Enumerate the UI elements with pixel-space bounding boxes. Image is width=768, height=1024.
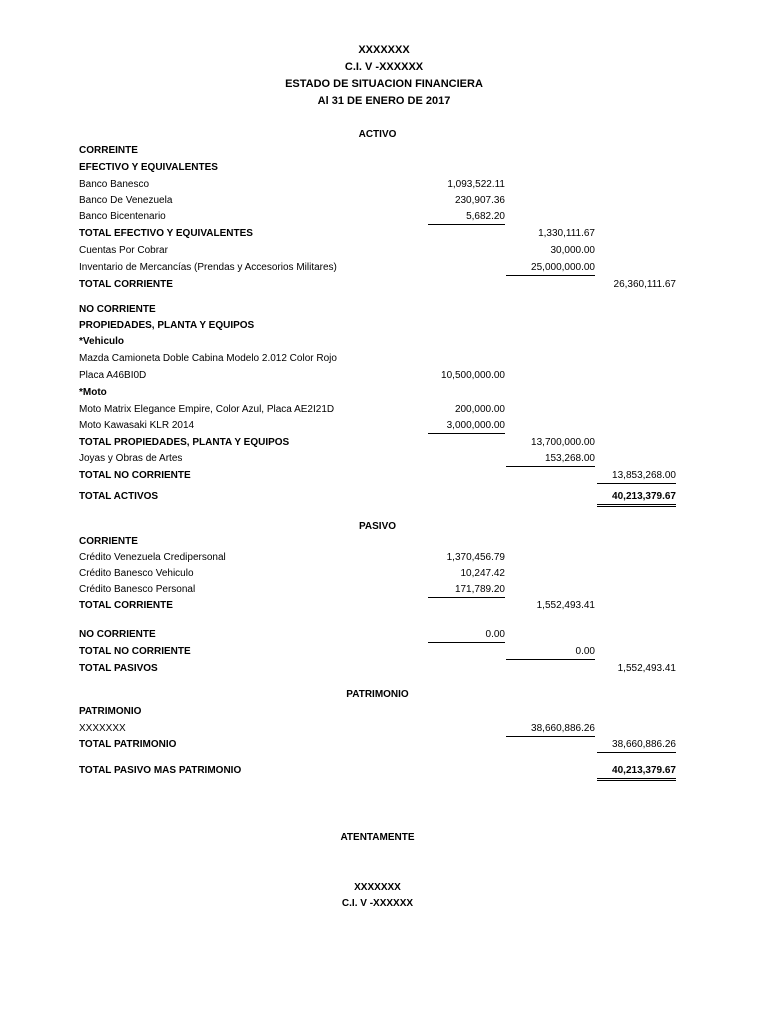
section-patrimonio: PATRIMONIO	[346, 689, 409, 700]
company-name: XXXXXXX	[358, 44, 410, 56]
row-patrimonio-owner	[0, 722, 768, 736]
signer-ci: C.I. V -XXXXXX	[341, 898, 414, 909]
row-moto-kawasaki	[0, 419, 768, 433]
row-pasivo-total-no-corriente	[0, 645, 768, 659]
row-label: NO CORRIENTE	[79, 304, 156, 315]
row-value: 38,660,886.26	[506, 722, 595, 737]
row-value: 26,360,111.67	[613, 279, 676, 290]
row-label: Cuentas Por Cobrar	[79, 245, 168, 256]
row-label: Crédito Venezuela Credipersonal	[79, 552, 226, 563]
section-pasivo: PASIVO	[358, 521, 397, 532]
row-value: 1,330,111.67	[538, 228, 595, 239]
signer-name: XXXXXXX	[354, 882, 401, 893]
row-label: NO CORRIENTE	[79, 629, 156, 640]
row-joyas	[0, 452, 768, 466]
row-label: Crédito Banesco Vehiculo	[79, 568, 194, 579]
row-label: TOTAL PASIVOS	[79, 663, 158, 674]
row-banco-banesco	[0, 178, 768, 192]
row-value: 13,700,000.00	[531, 437, 595, 448]
efectivo-heading	[0, 161, 768, 175]
ppe-heading	[0, 319, 768, 333]
row-banco-venezuela	[0, 194, 768, 208]
row-value: 25,000,000.00	[506, 261, 595, 276]
row-banesco-vehiculo	[0, 567, 768, 581]
row-label: Mazda Camioneta Doble Cabina Modelo 2.012 Color Rojo	[79, 353, 337, 364]
row-label: Joyas y Obras de Artes	[79, 453, 183, 464]
row-label: PATRIMONIO	[79, 706, 142, 717]
row-total-activos	[0, 490, 768, 504]
row-label: TOTAL NO CORRIENTE	[79, 646, 191, 657]
row-inventario	[0, 261, 768, 275]
row-label: Banco De Venezuela	[79, 195, 173, 206]
row-label: XXXXXXX	[79, 723, 126, 734]
row-label: TOTAL PASIVO MAS PATRIMONIO	[79, 765, 242, 776]
row-cuentas-por-cobrar	[0, 244, 768, 258]
moto-heading	[0, 386, 768, 400]
row-label: CORRIENTE	[79, 536, 138, 547]
row-total-pasivos	[0, 662, 768, 676]
row-value: 1,093,522.11	[447, 179, 505, 190]
company-ci: C.I. V -XXXXXX	[344, 61, 424, 73]
row-label: TOTAL NO CORRIENTE	[79, 470, 191, 481]
row-label: Placa A46BI0D	[79, 370, 147, 381]
row-label: TOTAL EFECTIVO Y EQUIVALENTES	[79, 228, 253, 239]
row-value: 40,213,379.67	[597, 490, 676, 507]
row-value: 1,552,493.41	[617, 663, 676, 674]
patrimonio-subheading	[0, 705, 768, 719]
row-label: TOTAL PATRIMONIO	[79, 739, 177, 750]
row-value: 38,660,886.26	[597, 738, 676, 753]
row-value: 30,000.00	[550, 245, 595, 256]
row-total-ppe	[0, 436, 768, 450]
row-label: PROPIEDADES, PLANTA Y EQUIPOS	[79, 320, 255, 331]
row-pasivo-no-corriente	[0, 628, 768, 642]
activo-corriente-heading	[0, 144, 768, 158]
row-placa	[0, 369, 768, 383]
row-value: 1,370,456.79	[446, 552, 505, 563]
row-label: Crédito Banesco Personal	[79, 584, 196, 595]
row-label: Moto Matrix Elegance Empire, Color Azul, Placa AE2I21D	[79, 404, 335, 415]
document-date: Al 31 DE ENERO DE 2017	[317, 95, 451, 107]
no-corriente-heading	[0, 303, 768, 317]
row-value: 40,213,379.67	[597, 764, 676, 781]
row-total-patrimonio	[0, 738, 768, 752]
row-value: 0.00	[506, 645, 595, 660]
row-credipersonal	[0, 551, 768, 565]
row-value: 5,682.20	[428, 210, 505, 225]
row-label: Moto Kawasaki KLR 2014	[79, 420, 195, 431]
row-label: TOTAL CORRIENTE	[79, 600, 173, 611]
row-total-efectivo	[0, 227, 768, 241]
row-value: 200,000.00	[454, 404, 505, 415]
row-label: TOTAL CORRIENTE	[79, 279, 173, 290]
row-total-no-corriente	[0, 469, 768, 483]
row-value: 230,907.36	[454, 195, 505, 206]
pasivo-corriente-heading	[0, 535, 768, 549]
row-value: 0.00	[428, 628, 505, 643]
vehiculo-heading	[0, 335, 768, 349]
row-pasivo-total-corriente	[0, 599, 768, 613]
section-activo: ACTIVO	[358, 129, 397, 140]
row-moto-matrix	[0, 403, 768, 417]
row-value: 171,789.20	[428, 583, 505, 598]
row-label: TOTAL PROPIEDADES, PLANTA Y EQUIPOS	[79, 437, 290, 448]
row-total-pasivo-patrimonio	[0, 764, 768, 778]
row-total-corriente	[0, 278, 768, 292]
row-banco-bicentenario	[0, 210, 768, 224]
row-label: Inventario de Mercancías (Prendas y Accesorios Militares)	[79, 262, 337, 273]
row-label: *Vehiculo	[79, 336, 125, 347]
row-label: CORREINTE	[79, 145, 138, 156]
row-value: 10,500,000.00	[441, 370, 505, 381]
row-value: 13,853,268.00	[597, 469, 676, 484]
row-value: 153,268.00	[506, 452, 595, 467]
row-label: EFECTIVO Y EQUIVALENTES	[79, 162, 218, 173]
closing-text: ATENTAMENTE	[340, 832, 415, 843]
row-label: Banco Bicentenario	[79, 211, 166, 222]
row-value: 3,000,000.00	[428, 419, 505, 434]
row-label: *Moto	[79, 387, 107, 398]
document-title: ESTADO DE SITUACION FINANCIERA	[285, 78, 483, 90]
row-banesco-personal	[0, 583, 768, 597]
row-mazda	[0, 352, 768, 366]
row-label: Banco Banesco	[79, 179, 150, 190]
row-value: 1,552,493.41	[536, 600, 595, 611]
row-label: TOTAL ACTIVOS	[79, 491, 159, 502]
row-value: 10,247.42	[460, 568, 505, 579]
